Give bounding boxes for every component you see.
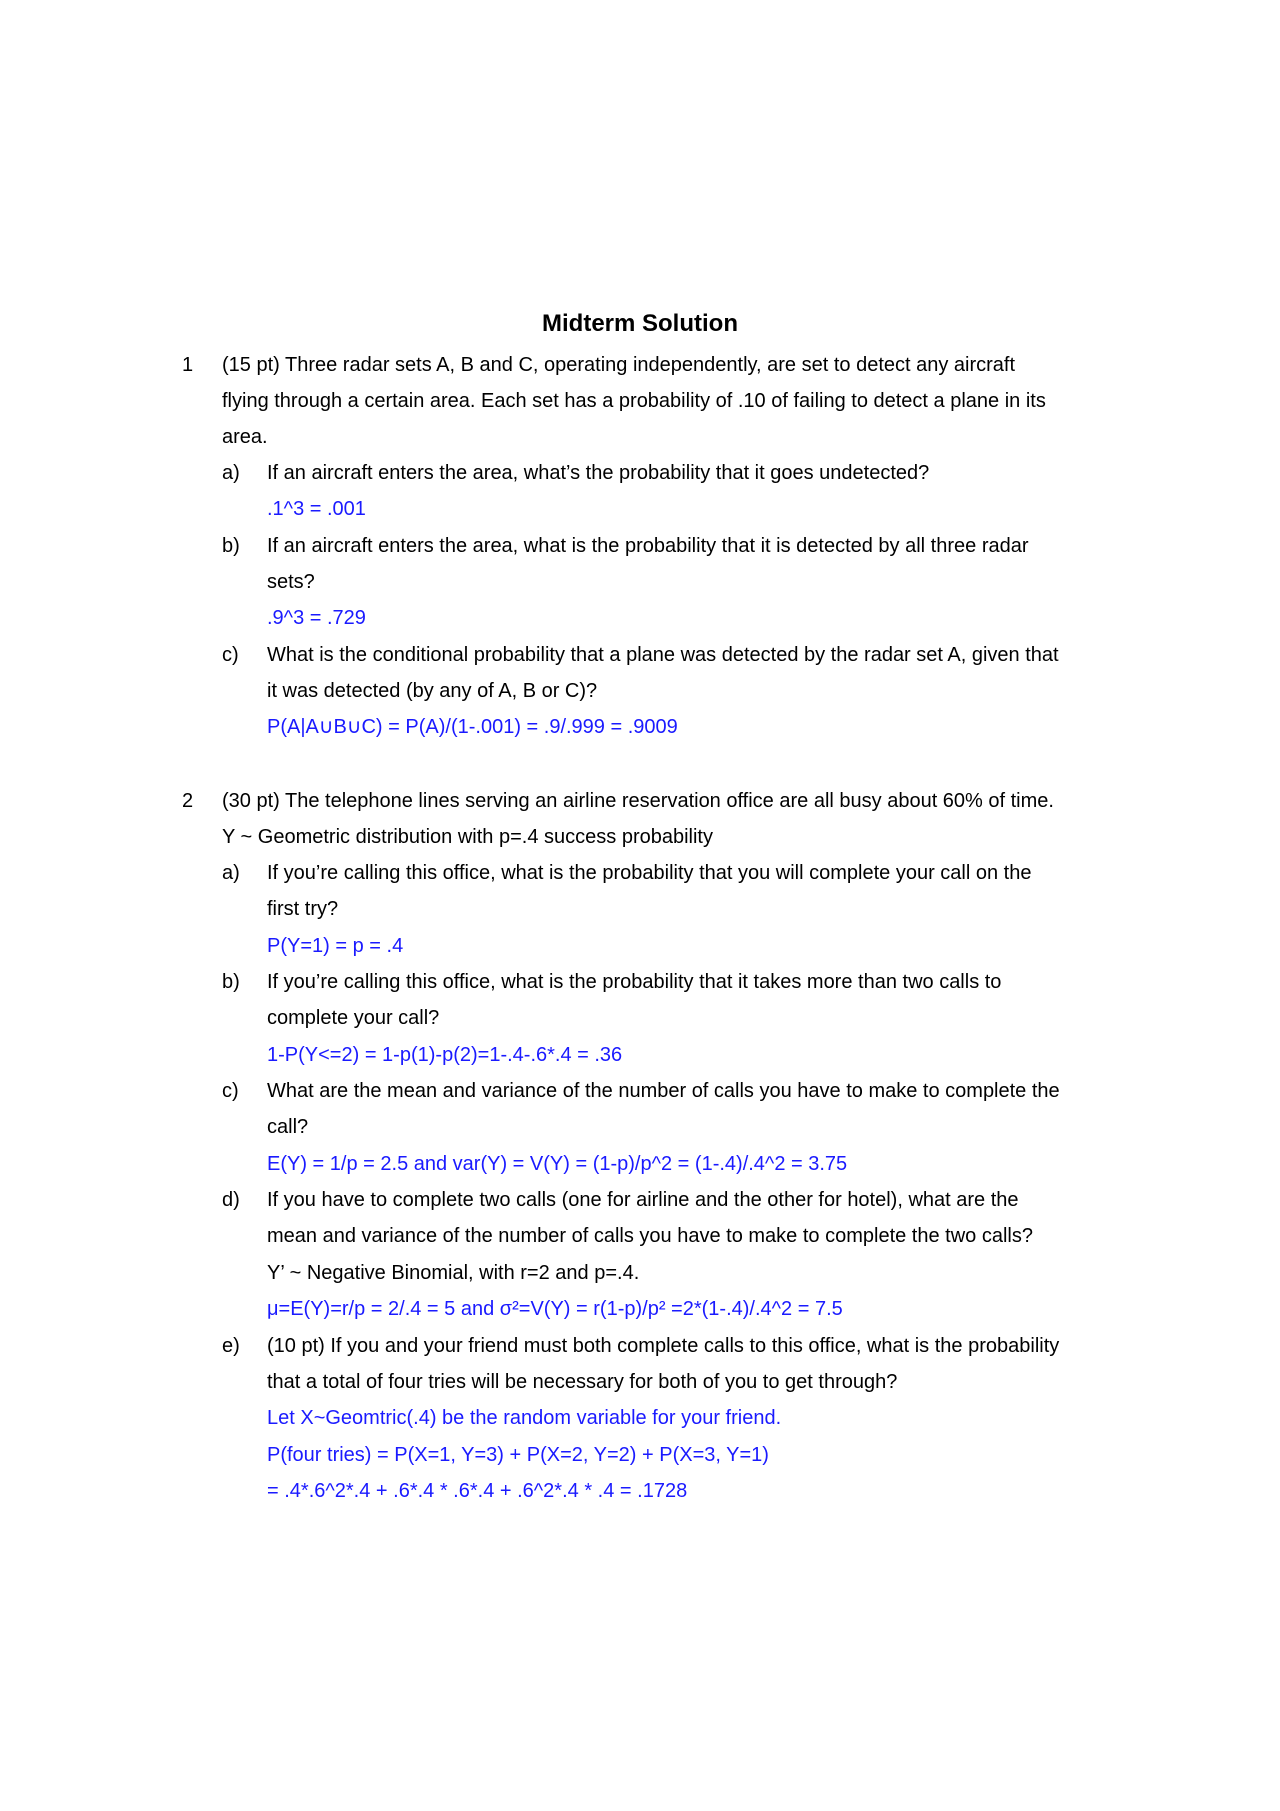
answer-line: E(Y) = 1/p = 2.5 and var(Y) = V(Y) = (1-p)/p^2 = (1-.4)/.4^2 = 3.75 (267, 1153, 848, 1175)
question-line: complete your call? (267, 1007, 440, 1029)
problem-number: 2 (182, 790, 194, 812)
answer-line: = .4*.6^2*.4 + .6*.4 * .6*.4 + .6^2*.4 * .4 = .1728 (267, 1480, 688, 1502)
answer-line: P(A|A∪B∪C) = P(A)/(1-.001) = .9/.999 = .9009 (267, 716, 678, 738)
question-line: (10 pt) If you and your friend must both complete calls to this office, what is the probability (267, 1335, 1060, 1357)
page-title: Midterm Solution (542, 310, 738, 337)
question-line: If an aircraft enters the area, what’s the probability that it goes undetected? (267, 462, 930, 484)
question-line: Y’ ~ Negative Binomial, with r=2 and p=.4. (267, 1262, 640, 1284)
question-line: that a total of four tries will be necessary for both of you to get through? (267, 1371, 898, 1393)
question-line: sets? (267, 571, 315, 593)
answer-line: Let X~Geomtric(.4) be the random variable for your friend. (267, 1407, 782, 1429)
part-label: b) (222, 535, 240, 557)
part-label: d) (222, 1189, 240, 1211)
question-line: it was detected (by any of A, B or C)? (267, 680, 598, 702)
question-line: first try? (267, 898, 339, 920)
problem-prompt-line: (15 pt) Three radar sets A, B and C, operating independently, are set to detect any aircraft (222, 354, 1016, 376)
question-line: If you’re calling this office, what is the probability that it takes more than two calls to (267, 971, 1002, 993)
answer-line: 1-P(Y<=2) = 1-p(1)-p(2)=1-.4-.6*.4 = .36 (267, 1044, 623, 1066)
part-label: a) (222, 862, 240, 884)
part-label: a) (222, 462, 240, 484)
answer-line: P(four tries) = P(X=1, Y=3) + P(X=2, Y=2) + P(X=3, Y=1) (267, 1444, 769, 1466)
problem-prompt-line: area. (222, 426, 268, 448)
answer-line: .1^3 = .001 (267, 498, 366, 520)
question-line: If you have to complete two calls (one for airline and the other for hotel), what are the (267, 1189, 1019, 1211)
problem-prompt-line: flying through a certain area. Each set has a probability of .10 of failing to detect a plane in its (222, 390, 1046, 412)
question-line: If you’re calling this office, what is the probability that you will complete your call on the (267, 862, 1032, 884)
answer-line: .9^3 = .729 (267, 607, 366, 629)
answer-line: P(Y=1) = p = .4 (267, 935, 404, 957)
answer-line: μ=E(Y)=r/p = 2/.4 = 5 and σ²=V(Y) = r(1-p)/p² =2*(1-.4)/.4^2 = 7.5 (267, 1298, 843, 1320)
problem-prompt-line: (30 pt) The telephone lines serving an airline reservation office are all busy about 60% of time. (222, 790, 1054, 812)
part-label: b) (222, 971, 240, 993)
part-label: c) (222, 644, 239, 666)
problem-number: 1 (182, 354, 194, 376)
question-line: If an aircraft enters the area, what is the probability that it is detected by all three radar (267, 535, 1029, 557)
question-line: What are the mean and variance of the number of calls you have to make to complete the (267, 1080, 1060, 1102)
question-line: What is the conditional probability that a plane was detected by the radar set A, given that (267, 644, 1059, 666)
question-line: call? (267, 1116, 309, 1138)
part-label: e) (222, 1335, 240, 1357)
question-line: mean and variance of the number of calls you have to make to complete the two calls? (267, 1225, 1033, 1247)
part-label: c) (222, 1080, 239, 1102)
problem-prompt-line: Y ~ Geometric distribution with p=.4 success probability (222, 826, 713, 848)
